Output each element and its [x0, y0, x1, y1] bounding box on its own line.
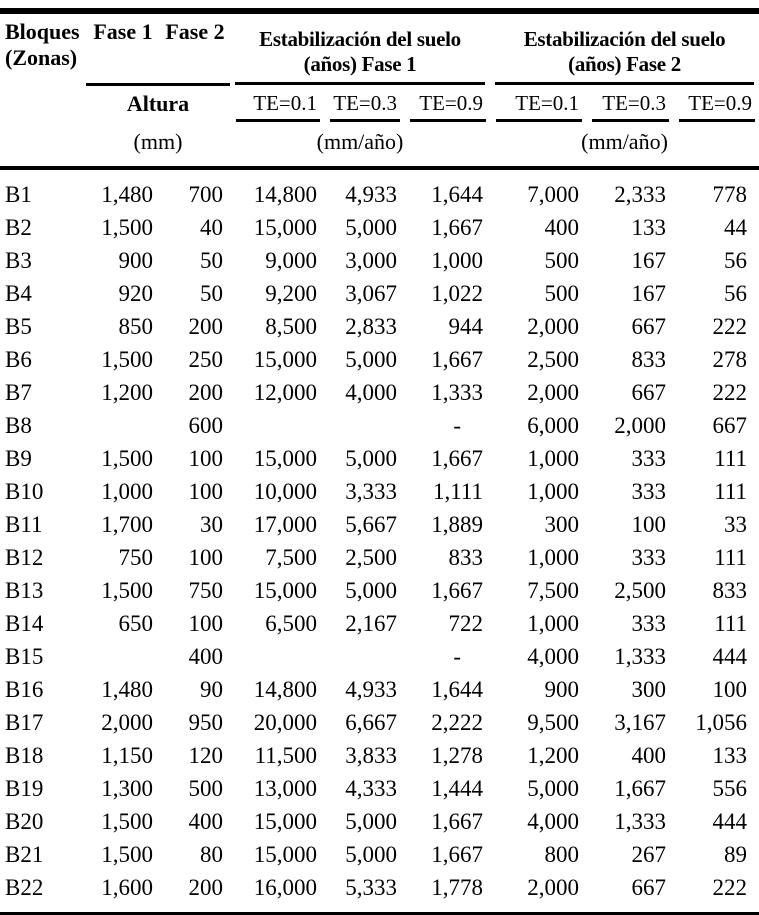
value-cell: 100	[631, 511, 667, 537]
value-cell: 50	[200, 247, 223, 273]
value-cell: 14,800	[253, 676, 317, 702]
value-cell: 89	[724, 841, 748, 867]
value-cell: 1,500	[101, 445, 153, 471]
zone-label: B16	[5, 676, 44, 702]
value-cell: 3,067	[345, 280, 397, 306]
value-cell: 2,333	[614, 181, 667, 207]
table-row	[0, 871, 759, 912]
zone-label: B2	[5, 214, 32, 240]
value-cell: 11,500	[254, 742, 317, 768]
col-header-f1-te01	[230, 85, 324, 123]
group2-title	[495, 23, 754, 85]
value-cell: 1,778	[431, 874, 484, 900]
bloques-label: Bloques	[5, 19, 80, 44]
table-row	[0, 409, 759, 442]
col-header-f2-te09	[673, 85, 759, 123]
value-cell: 400	[188, 808, 223, 834]
table-row	[0, 541, 759, 574]
value-cell: 4,333	[345, 775, 397, 801]
group2-line2: (años) Fase 2	[568, 51, 681, 76]
zone-label: B19	[5, 775, 44, 801]
value-cell: 2,000	[527, 379, 580, 405]
table-body	[0, 168, 759, 912]
value-cell: 2,500	[345, 544, 397, 570]
value-cell: 2,000	[614, 412, 667, 438]
value-cell: 15,000	[253, 841, 317, 867]
col-header-f1-te09	[404, 85, 490, 123]
value-cell: 4,933	[345, 181, 397, 207]
value-cell: 1,000	[527, 544, 580, 570]
value-cell: 1,667	[431, 808, 484, 834]
table-row	[0, 607, 759, 640]
value-cell: 800	[544, 841, 580, 867]
value-cell: 100	[188, 445, 223, 471]
value-cell: 667	[631, 379, 667, 405]
value-cell: 700	[188, 181, 223, 207]
value-cell: 1,667	[431, 577, 484, 603]
value-cell: 167	[631, 247, 667, 273]
col-group-estabilizacion-fase2	[490, 14, 759, 85]
te09-label: TE=0.9	[410, 89, 486, 122]
value-cell: 1,056	[695, 709, 748, 735]
value-cell: 1,600	[101, 874, 153, 900]
value-cell: 833	[631, 346, 667, 372]
value-cell: 9,500	[527, 709, 580, 735]
value-cell: 600	[188, 412, 223, 438]
col-header-f2-te01	[490, 85, 586, 123]
value-cell: 10,000	[253, 478, 317, 504]
table-row	[0, 805, 759, 838]
value-cell: 100	[188, 610, 223, 636]
table-row	[0, 508, 759, 541]
value-cell: 833	[448, 544, 484, 570]
zone-label: B12	[5, 544, 44, 570]
value-cell: 200	[188, 313, 223, 339]
soil-stabilization-table-wrapper	[0, 8, 759, 915]
value-cell: 1,500	[101, 808, 153, 834]
value-cell: 444	[712, 808, 748, 834]
value-cell: 650	[118, 610, 153, 636]
value-cell: 750	[118, 544, 153, 570]
altura-label: Altura	[126, 91, 190, 116]
value-cell: 8,500	[265, 313, 317, 339]
value-cell: 120	[188, 742, 223, 768]
group1-unit-mm-ano: (mm/año)	[230, 122, 490, 168]
col-header-bloques-zonas	[0, 14, 86, 168]
value-cell: 6,500	[265, 610, 317, 636]
value-cell: 222	[712, 874, 748, 900]
zone-label: B5	[5, 313, 32, 339]
value-cell: 14,800	[253, 181, 317, 207]
zone-label: B7	[5, 379, 32, 405]
value-cell	[230, 409, 324, 442]
value-cell: 944	[448, 313, 484, 339]
value-cell: 4,000	[527, 643, 580, 669]
value-cell: 5,000	[527, 775, 580, 801]
value-cell: 111	[714, 544, 748, 570]
value-cell: 3,167	[614, 709, 667, 735]
value-cell: 5,000	[345, 445, 397, 471]
value-cell: 50	[200, 280, 223, 306]
table-row	[0, 838, 759, 871]
value-cell: 100	[188, 544, 223, 570]
value-cell: 400	[544, 214, 580, 240]
table-header	[0, 14, 759, 168]
value-cell: 3,333	[345, 478, 397, 504]
group2-unit-mm-ano: (mm/año)	[490, 122, 759, 168]
value-cell: 5,000	[345, 808, 397, 834]
table-row	[0, 739, 759, 772]
value-cell: 2,000	[527, 313, 580, 339]
value-cell: 9,200	[265, 280, 317, 306]
value-cell: 1,480	[101, 676, 153, 702]
value-cell: -	[453, 643, 462, 669]
table-row	[0, 442, 759, 475]
table-row	[0, 673, 759, 706]
zone-label: B3	[5, 247, 32, 273]
value-cell: 4,000	[527, 808, 580, 834]
value-cell: 1,700	[101, 511, 153, 537]
table-row	[0, 244, 759, 277]
value-cell: 1,200	[101, 379, 153, 405]
value-cell: 1,500	[101, 577, 153, 603]
value-cell: 7,500	[265, 544, 317, 570]
value-cell: 30	[200, 511, 223, 537]
value-cell: 15,000	[253, 214, 317, 240]
value-cell: 722	[448, 610, 484, 636]
zone-label: B8	[5, 412, 32, 438]
value-cell: 167	[631, 280, 667, 306]
value-cell: 3,000	[345, 247, 397, 273]
value-cell: 278	[712, 346, 748, 372]
te03-label: TE=0.3	[592, 89, 669, 122]
value-cell: 20,000	[253, 709, 317, 735]
value-cell: 6,000	[527, 412, 580, 438]
value-cell: 1,333	[614, 643, 667, 669]
value-cell: 778	[712, 181, 748, 207]
value-cell: 6,667	[345, 709, 397, 735]
value-cell	[230, 640, 324, 673]
value-cell: 333	[631, 478, 667, 504]
zone-label: B21	[5, 841, 44, 867]
header-row-groups	[0, 14, 759, 85]
value-cell: 1,333	[431, 379, 484, 405]
value-cell: 13,000	[253, 775, 317, 801]
value-cell: 2,222	[431, 709, 484, 735]
altura-unit-mm: (mm)	[86, 122, 230, 168]
table-row	[0, 772, 759, 805]
zone-label: B17	[5, 709, 44, 735]
value-cell: 1,300	[101, 775, 153, 801]
value-cell: 400	[631, 742, 667, 768]
value-cell: 1,667	[431, 214, 484, 240]
table-row	[0, 211, 759, 244]
value-cell: 444	[712, 643, 748, 669]
col-header-f2-te03	[586, 85, 673, 123]
group1-line1: Estabilización del suelo	[259, 26, 461, 51]
value-cell: 2,833	[345, 313, 397, 339]
value-cell: 667	[712, 412, 748, 438]
value-cell: 500	[188, 775, 223, 801]
group1-title	[235, 23, 485, 85]
value-cell: 222	[712, 313, 748, 339]
value-cell: 1,000	[527, 445, 580, 471]
value-cell: 900	[544, 676, 580, 702]
value-cell: 44	[724, 214, 748, 240]
value-cell: 1,667	[614, 775, 667, 801]
value-cell: 1,667	[431, 841, 484, 867]
zone-label: B13	[5, 577, 44, 603]
header-row-subcolumns	[0, 85, 759, 123]
zonas-label: (Zonas)	[5, 45, 78, 70]
col-header-f1-te03	[324, 85, 404, 123]
value-cell: 1,644	[431, 676, 484, 702]
value-cell	[86, 640, 160, 673]
table-row	[0, 475, 759, 508]
header-row-units	[0, 122, 759, 168]
value-cell: 250	[188, 346, 223, 372]
value-cell: 1,644	[431, 181, 484, 207]
value-cell: 111	[714, 445, 748, 471]
value-cell: 500	[544, 280, 580, 306]
value-cell: 920	[118, 280, 153, 306]
value-cell: 1,500	[101, 841, 153, 867]
value-cell: 56	[724, 280, 748, 306]
value-cell: 1,000	[101, 478, 153, 504]
te03-label: TE=0.3	[330, 89, 400, 122]
col-group-estabilizacion-fase1	[230, 14, 490, 85]
value-cell: 1,111	[432, 478, 484, 504]
zone-label: B22	[5, 874, 44, 900]
table-row	[0, 277, 759, 310]
value-cell	[324, 640, 404, 673]
value-cell: 2,500	[614, 577, 667, 603]
table-row	[0, 376, 759, 409]
value-cell: 900	[118, 247, 153, 273]
value-cell: 1,667	[431, 346, 484, 372]
value-cell: 1,667	[431, 445, 484, 471]
value-cell: 300	[631, 676, 667, 702]
value-cell: 133	[712, 742, 748, 768]
value-cell: 556	[712, 775, 748, 801]
value-cell: 1,000	[527, 478, 580, 504]
value-cell: 5,000	[345, 577, 397, 603]
value-cell: 15,000	[253, 808, 317, 834]
value-cell: 333	[631, 544, 667, 570]
value-cell: 16,000	[253, 874, 317, 900]
value-cell	[86, 409, 160, 442]
value-cell: 111	[714, 610, 748, 636]
value-cell: 500	[544, 247, 580, 273]
table-row	[0, 640, 759, 673]
value-cell: 1,480	[101, 181, 153, 207]
value-cell: 333	[631, 445, 667, 471]
value-cell: 2,000	[527, 874, 580, 900]
zone-label: B6	[5, 346, 32, 372]
value-cell: 5,333	[345, 874, 397, 900]
value-cell: 133	[631, 214, 667, 240]
col-header-fase1: Fase 1	[86, 14, 160, 85]
value-cell: 1,333	[614, 808, 667, 834]
value-cell: 200	[188, 379, 223, 405]
zone-label: B14	[5, 610, 44, 636]
value-cell: 1,022	[431, 280, 484, 306]
value-cell: 222	[712, 379, 748, 405]
value-cell: 1,500	[101, 346, 153, 372]
value-cell: 1,278	[431, 742, 484, 768]
value-cell: 1,000	[527, 610, 580, 636]
value-cell: 2,500	[527, 346, 580, 372]
value-cell: 4,933	[345, 676, 397, 702]
value-cell: 400	[188, 643, 223, 669]
value-cell: 1,500	[101, 214, 153, 240]
value-cell: 667	[631, 874, 667, 900]
zone-label: B4	[5, 280, 32, 306]
value-cell: 15,000	[253, 445, 317, 471]
value-cell: 40	[200, 214, 223, 240]
value-cell: 5,667	[345, 511, 397, 537]
group1-line2: (años) Fase 1	[303, 51, 417, 76]
te01-label: TE=0.1	[236, 89, 320, 122]
group2-line1: Estabilización del suelo	[523, 26, 726, 51]
value-cell: 300	[544, 511, 580, 537]
value-cell: 7,500	[527, 577, 580, 603]
value-cell	[324, 409, 404, 442]
value-cell: 15,000	[253, 577, 317, 603]
value-cell: 1,889	[431, 511, 484, 537]
value-cell: 5,000	[345, 214, 397, 240]
value-cell: 950	[188, 709, 223, 735]
value-cell: 1,150	[101, 742, 153, 768]
table-row	[0, 574, 759, 607]
te09-label: TE=0.9	[679, 89, 755, 122]
value-cell: 267	[631, 841, 667, 867]
te01-label: TE=0.1	[496, 89, 582, 122]
value-cell: 9,000	[265, 247, 317, 273]
value-cell: 667	[631, 313, 667, 339]
value-cell: 833	[712, 577, 748, 603]
value-cell: 56	[724, 247, 748, 273]
value-cell: 12,000	[253, 379, 317, 405]
value-cell: 5,000	[345, 346, 397, 372]
value-cell: 2,000	[101, 709, 153, 735]
value-cell: 7,000	[527, 181, 580, 207]
value-cell: 100	[712, 676, 748, 702]
col-header-fase2: Fase 2	[160, 14, 230, 85]
value-cell: 200	[188, 874, 223, 900]
value-cell: 17,000	[253, 511, 317, 537]
value-cell: 1,200	[527, 742, 580, 768]
value-cell: 2,167	[345, 610, 397, 636]
zone-label: B15	[5, 643, 44, 669]
zone-label: B18	[5, 742, 44, 768]
value-cell: 4,000	[345, 379, 397, 405]
zone-label: B9	[5, 445, 32, 471]
value-cell: 15,000	[253, 346, 317, 372]
value-cell: 850	[118, 313, 153, 339]
value-cell: 333	[631, 610, 667, 636]
value-cell: 1,000	[431, 247, 484, 273]
zone-label: B1	[5, 181, 32, 207]
zone-label: B20	[5, 808, 44, 834]
value-cell: 5,000	[345, 841, 397, 867]
value-cell: 1,444	[431, 775, 484, 801]
value-cell: 80	[200, 841, 223, 867]
value-cell: 750	[188, 577, 223, 603]
value-cell: 33	[724, 511, 748, 537]
soil-stabilization-table	[0, 14, 759, 912]
value-cell: 100	[188, 478, 223, 504]
table-row	[0, 310, 759, 343]
value-cell: -	[453, 412, 462, 438]
zone-label: B10	[5, 478, 44, 504]
table-row	[0, 168, 759, 211]
table-row	[0, 343, 759, 376]
value-cell: 90	[200, 676, 223, 702]
zone-label: B11	[5, 511, 43, 537]
table-row	[0, 706, 759, 739]
value-cell: 3,833	[345, 742, 397, 768]
value-cell: 111	[714, 478, 748, 504]
